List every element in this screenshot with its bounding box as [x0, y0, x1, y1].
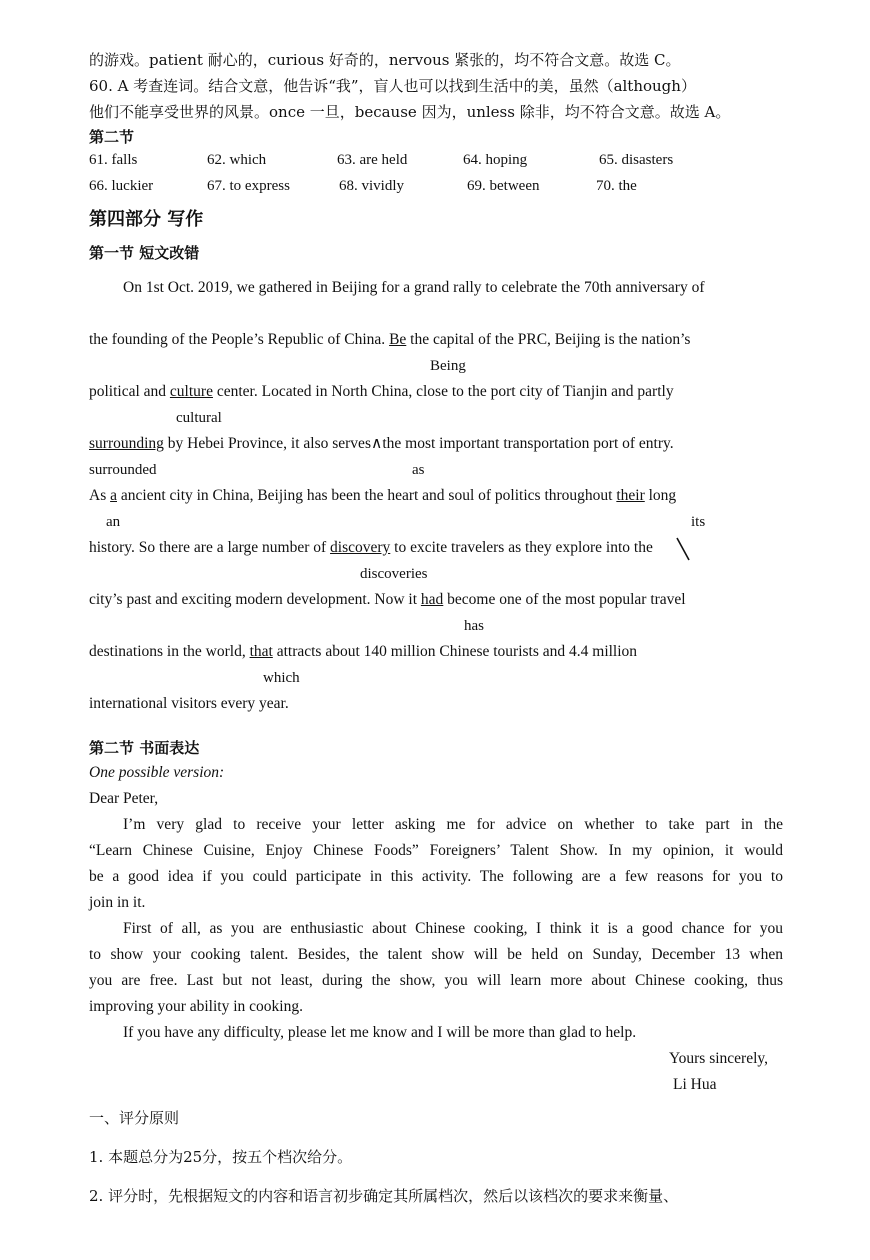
delete-mark-icon	[675, 536, 691, 562]
version-label: One possible version:	[89, 764, 225, 781]
error-word: discovery	[330, 539, 391, 556]
section-2-title: 第二节	[89, 128, 135, 146]
letter-p2-line: you are free. Last but not least, during the show, you will learn more about Chinese cooking, thus	[89, 972, 783, 989]
answer-65: 65. disasters	[599, 152, 674, 168]
error-word: that	[249, 643, 273, 660]
scoring-item-1: 1. 本题总分为25分，按五个档次给分。	[89, 1148, 353, 1166]
error-word: surrounding	[89, 435, 164, 452]
correction-word: an	[106, 514, 121, 530]
answer-66: 66. luckier	[89, 178, 154, 194]
letter-p1-line: join in it.	[89, 894, 146, 911]
correction-word: cultural	[176, 410, 222, 426]
passage-line-5: As a ancient city in China, Beijing has been the heart and soul of politics throughout their long	[89, 487, 677, 504]
letter-closing: Yours sincerely,	[669, 1050, 769, 1067]
passage-line-1: On 1st Oct. 2019, we gathered in Beijing for a grand rally to celebrate the 70th anniversary of	[123, 279, 705, 296]
correction-word: as	[412, 462, 425, 478]
answer-61: 61. falls	[89, 152, 138, 168]
error-word: had	[420, 591, 444, 608]
letter-p2-line: improving your ability in cooking.	[89, 998, 303, 1015]
error-word: a	[110, 487, 117, 504]
explanation-line-1: 的游戏。patient 耐心的，curious 好奇的，nervous 紧张的，均不符合文意。故选 C。	[89, 51, 681, 69]
part-4-title: 第四部分 写作	[89, 209, 204, 230]
letter-p1-line: “Learn Chinese Cuisine, Enjoy Chinese Foods” Foreigners’ Talent Show. In my opinion, it would	[89, 842, 783, 859]
correction-word: discoveries	[360, 566, 428, 582]
error-word: culture	[169, 383, 213, 400]
passage-line-3: political and culture center. Located in North China, close to the port city of Tianjin and partly	[89, 383, 674, 400]
error-word: their	[616, 487, 645, 504]
answer-67: 67. to express	[207, 178, 290, 194]
answer-63: 63. are held	[337, 152, 408, 168]
correction-title: 第一节 短文改错	[89, 244, 200, 262]
answer-68: 68. vividly	[339, 178, 405, 194]
writing-title: 第二节 书面表达	[89, 739, 200, 757]
scoring-title: 一、评分原则	[89, 1109, 180, 1127]
scoring-item-2: 2. 评分时，先根据短文的内容和语言初步确定其所属档次，然后以该档次的要求来衡量、	[89, 1187, 679, 1205]
answer-69: 69. between	[467, 178, 540, 194]
passage-line-8: destinations in the world, that attracts about 140 million Chinese tourists and 4.4 million	[89, 643, 638, 660]
letter-p2-line: to show your cooking talent. Besides, the talent show will be held on Sunday, December 13 when	[89, 946, 783, 963]
correction-word: has	[464, 618, 484, 634]
correction-word: its	[691, 514, 706, 530]
letter-p1-line: I’m very glad to receive your letter asking me for advice on whether to take part in the	[123, 816, 783, 833]
passage-line-9: international visitors every year.	[89, 695, 289, 712]
insert-caret-icon: ∧	[370, 435, 383, 452]
explanation-line-3: 他们不能享受世界的风景。once 一旦，because 因为，unless 除非，均不符合文意。故选 A。	[89, 103, 731, 121]
answer-70: 70. the	[596, 178, 637, 194]
explanation-line-2: 60. A 考查连词。结合文意，他告诉“我”，盲人也可以找到生活中的美，虽然（although）	[89, 77, 696, 95]
answer-62: 62. which	[207, 152, 267, 168]
passage-line-4: surrounding by Hebei Province, it also serves∧the most important transportation port of entry.	[89, 435, 674, 452]
error-word: Be	[389, 331, 407, 348]
letter-p1-line: be a good idea if you could participate in this activity. The following are a few reasons for you to	[89, 868, 783, 885]
passage-line-7: city’s past and exciting modern development. Now it had become one of the most popular travel	[89, 591, 686, 608]
answer-64: 64. hoping	[463, 152, 528, 168]
letter-p3: If you have any difficulty, please let me know and I will be more than glad to help.	[123, 1024, 637, 1041]
correction-word: Being	[430, 358, 466, 374]
passage-line-6: history. So there are a large number of discovery to excite travelers as they explore into the	[89, 539, 653, 556]
letter-greeting: Dear Peter,	[89, 790, 159, 807]
passage-line-2: the founding of the People’s Republic of China. Be the capital of the PRC, Beijing is the nation’s	[89, 331, 691, 348]
correction-word: surrounded	[89, 462, 157, 478]
letter-signature: Li Hua	[673, 1076, 717, 1093]
letter-p2-line: First of all, as you are enthusiastic about Chinese cooking, I think it is a good chance for you	[123, 920, 783, 937]
correction-word: which	[263, 670, 300, 686]
